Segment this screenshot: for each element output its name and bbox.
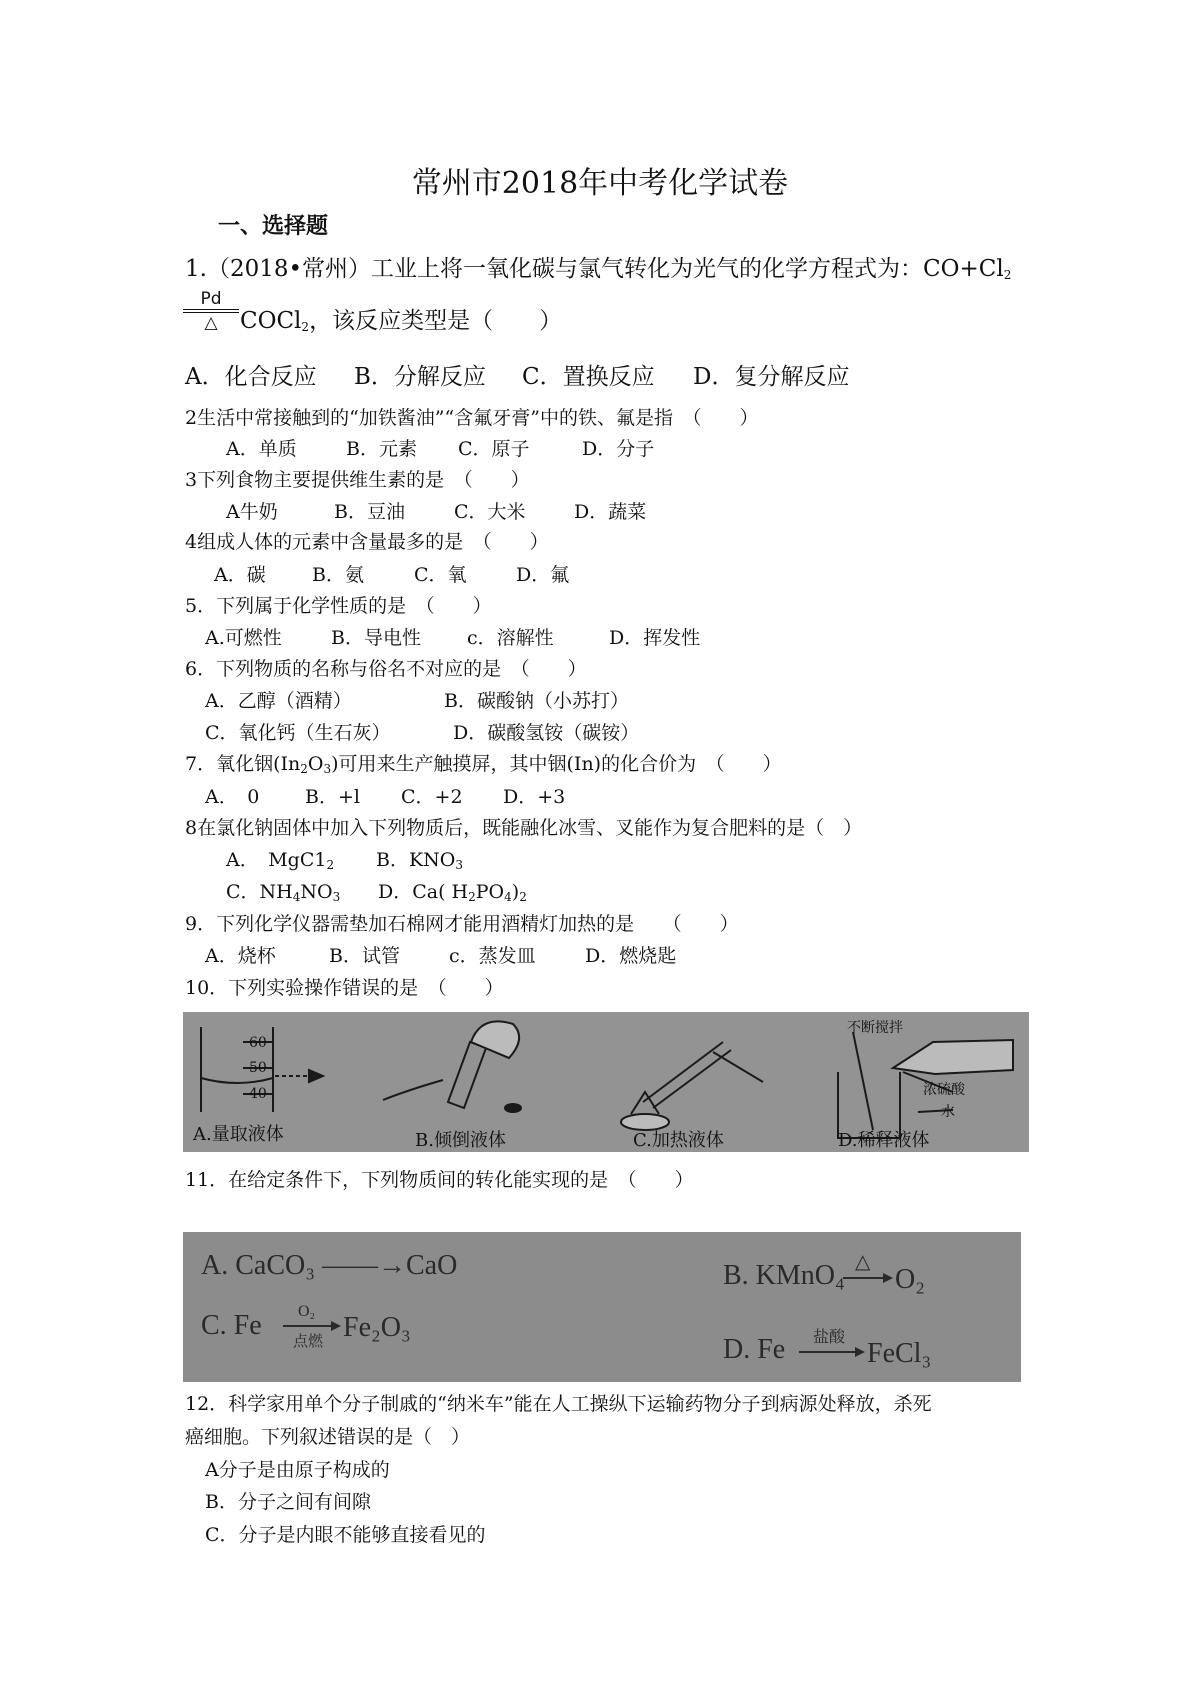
q1-option-d: D．复分解反应 <box>693 364 850 390</box>
q9-option-d: D．燃烧匙 <box>585 945 677 967</box>
q2-option-d: D．分子 <box>582 438 655 460</box>
q5-option-b: B．导电性 <box>331 627 421 649</box>
water-label: 水 <box>941 1104 955 1120</box>
q11-c-product: Fe₂O₃ <box>343 1312 411 1343</box>
reaction-options-illustration <box>183 1232 1021 1382</box>
q3-option-b: B．豆油 <box>334 501 405 523</box>
q3-option-d: D．蔬菜 <box>574 501 647 523</box>
q7-option-a: A． 0 <box>205 786 260 808</box>
tick-40: 40 <box>249 1086 267 1102</box>
q11-option-d: D. Fe <box>723 1334 786 1365</box>
q2-option-c: C．原子 <box>458 438 530 460</box>
q12-option-b: B．分子之间有间隙 <box>205 1491 371 1513</box>
q7-option-c: C．+2 <box>401 786 463 808</box>
q11-d-reagent: 盐酸 <box>813 1329 846 1346</box>
q5-option-d: D．挥发性 <box>609 627 701 649</box>
lab-operations-illustration <box>183 1012 1029 1152</box>
q1-option-b: B．分解反应 <box>354 364 486 390</box>
section-heading: 一、选择题 <box>218 213 329 239</box>
q4-option-d: D．氟 <box>516 564 570 586</box>
q6-option-d: D．碳酸氢铵（碳铵） <box>453 722 640 744</box>
q9-option-b: B．试管 <box>329 945 400 967</box>
q6-option-a: A．乙醇（酒精） <box>205 690 352 712</box>
q11-option-a: A. CaCO₃ ——→CaO <box>201 1250 458 1281</box>
q10-figure <box>183 1012 1029 1152</box>
q11-c-reagent: O₂ <box>298 1303 316 1320</box>
q8-option-d: D．Ca( $H_2PO_4)_2$ <box>378 881 527 904</box>
q12-option-a: A分子是由原子构成的 <box>205 1459 390 1481</box>
q9-option-c: c．蒸发皿 <box>449 945 536 967</box>
q2-option-a: A．单质 <box>226 438 297 460</box>
q4-option-b: B．氨 <box>312 564 364 586</box>
q11-c-condition: 点燃 <box>293 1334 324 1350</box>
q11-figure <box>183 1232 1021 1382</box>
acid-label: 浓硫酸 <box>923 1082 965 1098</box>
q4-option-a: A．碳 <box>214 564 266 586</box>
q9-option-a: A．烧杯 <box>205 945 276 967</box>
page-title: 常州市2018年中考化学试卷 <box>411 166 789 201</box>
q6-option-c: C．氧化钙（生石灰） <box>205 722 391 744</box>
tick-60: 60 <box>249 1035 267 1051</box>
q11-b-product: O₂ <box>895 1264 925 1295</box>
q11-option-b: B. KMnO₄ <box>723 1260 845 1291</box>
q8-stem: 8在氯化钠固体中加入下列物质后，既能融化冰雪、叉能作为复合肥料的是（ ） <box>185 817 863 839</box>
figure-label-a: A.量取液体 <box>193 1124 284 1145</box>
q1-option-a: A．化合反应 <box>185 364 317 390</box>
q5-stem: 5．下列属于化学性质的是 （ ） <box>185 595 492 617</box>
q7-option-d: D．+3 <box>503 786 566 808</box>
figure-label-b: B.倾倒液体 <box>415 1130 506 1151</box>
q12-stem-line1: 12．科学家用单个分子制戚的“纳米车”能在人工操纵下运输药物分子到病源处释放，杀死 <box>185 1393 932 1415</box>
q11-d-product: FeCl₃ <box>867 1338 932 1369</box>
q1-stem-line1: 1.（2018•常州）工业上将一氧化碳与氯气转化为光气的化学方程式为：$CO+Cl_2$ <box>185 256 1012 282</box>
stir-label: 不断搅拌 <box>847 1020 903 1036</box>
q4-option-c: C．氧 <box>414 564 467 586</box>
q5-option-a: A.可燃性 <box>205 627 282 649</box>
tick-50: 50 <box>249 1060 267 1076</box>
q6-stem: 6．下列物质的名称与俗名不对应的是 （ ） <box>185 658 587 680</box>
q7-option-b: B．+l <box>305 786 360 808</box>
q9-stem: 9．下列化学仪器需垫加石棉网才能用酒精灯加热的是 （ ） <box>185 913 739 935</box>
q3-option-a: A牛奶 <box>226 501 278 523</box>
q3-stem: 3下列食物主要提供维生素的是 （ ） <box>185 469 530 491</box>
q11-option-c: C. Fe <box>201 1310 262 1341</box>
q11-b-condition: △ <box>855 1251 871 1273</box>
q11-stem: 11．在给定条件下，下列物质间的转化能实现的是 （ ） <box>185 1169 694 1191</box>
figure-label-d: D.稀释液体 <box>838 1130 930 1151</box>
q4-stem: 4组成人体的元素中含量最多的是 （ ） <box>185 531 549 553</box>
q12-option-c: C．分子是内眼不能够直接看见的 <box>205 1524 486 1546</box>
q2-stem: 2生活中常接触到的“加铁酱油”“含氟牙膏”中的铁、氟是指 （ ） <box>185 407 759 429</box>
q2-option-b: B．元素 <box>346 438 417 460</box>
q8-option-c: C．$NH_4NO_3$ <box>226 881 341 904</box>
q8-option-a: A． $MgC1_2$ <box>226 849 335 872</box>
figure-label-c: C.加热液体 <box>633 1130 724 1151</box>
q5-option-c: c．溶解性 <box>467 627 554 649</box>
q12-stem-line2: 癌细胞。下列叙述错误的是（ ） <box>185 1426 471 1448</box>
q8-option-b: B．$KNO_3$ <box>376 849 463 872</box>
q1-option-c: C．置换反应 <box>522 364 655 390</box>
q3-option-c: C．大米 <box>454 501 526 523</box>
q7-stem: 7．氧化铟$(In_2O_3)$可用来生产触摸屏，其中铟(In)的化合价为 （ ） <box>185 753 782 776</box>
q1-stem-line2: COCl$_2$，该反应类型是（ ） <box>240 308 563 334</box>
q10-stem: 10．下列实验操作错误的是 （ ） <box>185 977 504 999</box>
q6-option-b: B．碳酸钠（小苏打） <box>444 690 629 712</box>
q1-reaction-arrow: Pd △ <box>183 290 239 332</box>
